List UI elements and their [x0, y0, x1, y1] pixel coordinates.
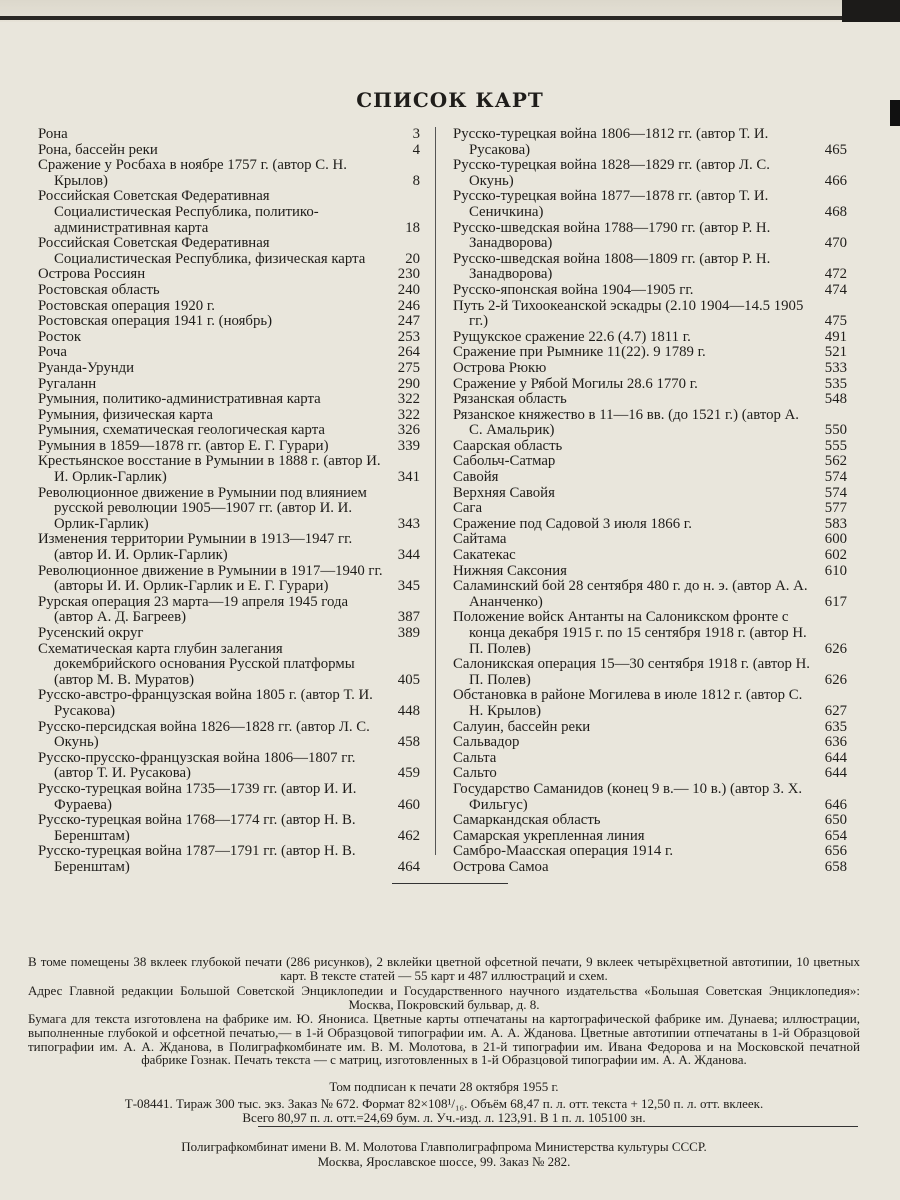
- map-title: Саламинский бой 28 сентября 480 г. до н. э. (автор А. А. Ананченко): [453, 578, 808, 610]
- colophon-address: Адрес Главной редакции Большой Советской Энциклопедии и Государственного научного издательства «Большая Советская Энциклопедия»: Москва, Покровский бульвар, д. 8.: [28, 983, 860, 1012]
- page-number: 472: [822, 267, 847, 283]
- map-list-entry: [453, 751, 847, 767]
- map-list-entry: [453, 766, 847, 782]
- map-title: Рязанская область: [453, 391, 567, 408]
- page-number: 405: [395, 673, 420, 689]
- page-number: 535: [822, 377, 847, 393]
- map-title: Румыния, политико-административная карта: [38, 391, 321, 408]
- page-number: 3: [410, 127, 420, 143]
- map-title: Сражение у Росбаха в ноябре 1757 г. (автор С. Н. Крылов): [38, 157, 347, 189]
- colophon-insert-note: В томе помещены 38 вклеек глубокой печати (286 рисунков), 2 вклейки цветной офсетной печати, 9 вклеек четырёхцветной автотипии, 10 цветных карт. В тексте статей — 55 карт и 487 иллюстраций и схем.: [28, 954, 860, 983]
- page-number: 521: [822, 345, 847, 361]
- map-title: Сальвадор: [453, 734, 520, 751]
- map-list-entry: [453, 221, 847, 252]
- page-number: 464: [395, 860, 420, 876]
- page-number: 460: [395, 798, 420, 814]
- page-number: 462: [395, 829, 420, 845]
- map-title: Ростовская операция 1941 г. (ноябрь): [38, 313, 273, 330]
- colophon-specs-line2: Всего 80,97 п. л. отт.=24,69 бум. л. Уч.-изд. л. 123,91. В 1 п. л. 105100 зн.: [242, 1110, 646, 1125]
- map-title: Русско-турецкая война 1768—1774 гг. (автор Н. В. Беренштам): [38, 812, 356, 844]
- map-list-entry: [38, 564, 420, 595]
- page-number: 322: [395, 408, 420, 424]
- map-title: Нижняя Саксония: [453, 562, 567, 579]
- map-list-entry: [453, 579, 847, 610]
- page-number: 650: [822, 813, 847, 829]
- map-title: Румыния в 1859—1878 гг. (автор Е. Г. Гурари): [38, 437, 329, 454]
- map-list-entry: [38, 486, 420, 533]
- map-title: Сакатекас: [453, 547, 516, 564]
- map-list-entry: [38, 345, 420, 361]
- page-number: 533: [822, 361, 847, 377]
- map-title: Революционное движение в Румынии в 1917—1940 гг. (авторы И. И. Орлик-Гарлик и Е. Г. Гурари): [38, 562, 383, 595]
- page-number: 646: [822, 798, 847, 814]
- map-title: Самарская укрепленная линия: [453, 827, 645, 844]
- page-number: 555: [822, 439, 847, 455]
- map-title: Ругаланн: [38, 375, 97, 392]
- map-list-entry: [38, 314, 420, 330]
- page-number: 448: [395, 704, 420, 720]
- map-list-entry: [453, 610, 847, 657]
- map-title: Обстановка в районе Могилева в июле 1812 г. (автор С. Н. Крылов): [453, 687, 803, 719]
- book-edge: [0, 16, 900, 20]
- page-number: 4: [410, 143, 420, 159]
- map-list-entry: [38, 688, 420, 719]
- page-number: 389: [395, 626, 420, 642]
- map-list-entry: [38, 423, 420, 439]
- page-number: 627: [822, 704, 847, 720]
- page-number: 550: [822, 423, 847, 439]
- map-title: Революционное движение в Румынии под влиянием русской революции 1905—1907 гг. (автор И. И. Орлик-Гарлик): [38, 484, 367, 532]
- page-number: 322: [395, 392, 420, 408]
- map-title: Салоникская операция 15—30 сентября 1918 г. (автор Н. П. Полев): [453, 656, 810, 688]
- page-number: 344: [395, 548, 420, 564]
- map-list-entry: [38, 454, 420, 485]
- page-number: 345: [395, 579, 420, 595]
- map-list-entry: [38, 751, 420, 782]
- map-list-entry: [38, 782, 420, 813]
- map-list-entry: [38, 408, 420, 424]
- colophon-specs-line1: Т-08441. Тираж 300 тыс. экз. Заказ № 672. Формат 82×108¹/₁₆. Объём 68,47 п. л. отт. текста + 12,50 п. л. отт. вклеек.: [124, 1096, 764, 1111]
- map-list-entry: [38, 158, 420, 189]
- map-list-right-column: [453, 127, 847, 876]
- map-title: Савойя: [453, 469, 499, 486]
- map-list-left-column: [38, 127, 420, 876]
- map-title: Верхняя Савойя: [453, 484, 555, 501]
- map-list-entry: [38, 844, 420, 875]
- map-title: Ростовская операция 1920 г.: [38, 297, 215, 314]
- page-number: 548: [822, 392, 847, 408]
- map-list-entry: [38, 532, 420, 563]
- map-title: Российская Советская Федеративная Социалистическая Республика, физическая карта: [38, 235, 366, 267]
- map-title: Росток: [38, 328, 82, 345]
- map-list-entry: [453, 252, 847, 283]
- map-title: Русско-японская война 1904—1905 гг.: [453, 281, 694, 298]
- map-title: Румыния, физическая карта: [38, 406, 213, 423]
- map-title: Ростовская область: [38, 281, 160, 298]
- map-title: Сальта: [453, 749, 497, 766]
- page-number: 466: [822, 174, 847, 190]
- map-list-entry: [453, 782, 847, 813]
- page-number: 636: [822, 735, 847, 751]
- map-title: Сражение при Рымнике 11(22). 9 1789 г.: [453, 344, 706, 361]
- page-number: 617: [822, 595, 847, 611]
- map-list-entry: [453, 688, 847, 719]
- map-title: Рурская операция 23 марта—19 апреля 1945 года (автор А. Д. Багреев): [38, 593, 349, 626]
- page-number: 644: [822, 751, 847, 767]
- map-list-entry: [453, 813, 847, 829]
- page-number: 491: [822, 330, 847, 346]
- map-title: Российская Советская Федеративная Социалистическая Республика, политико-административная карта: [38, 188, 319, 236]
- map-title: Русско-турецкая война 1735—1739 гг. (автор И. И. Фураева): [38, 780, 357, 813]
- map-list-entry: [38, 595, 420, 626]
- colophon-printing: Бумага для текста изготовлена на фабрике им. Ю. Янониса. Цветные карты отпечатаны на картографической фабрике им. Дунаева; иллюстрации, выполненные глубокой и офсетной печатью,— в 1-й Образцовой типографии им. А. А. Жданова. Цветные автотипии отпечатаны в 1-й Образцовой типографии им. А. А. Жданова, в Полиграфкомбинате им. В. М. Молотова, в 21-й типографии им. Ивана Федорова и на Московской печатной фабрике Гознак. Печать текста — с матриц, изготовленных в 1-й Образцовой типографии им. А. А. Жданова.: [28, 1011, 860, 1068]
- page-number: 474: [822, 283, 847, 299]
- page-number: 562: [822, 454, 847, 470]
- page-number: 610: [822, 564, 847, 580]
- section-divider: [392, 883, 508, 884]
- page-number: 343: [395, 517, 420, 533]
- map-title: Русско-турецкая война 1828—1829 гг. (автор Л. С. Окунь): [453, 157, 770, 189]
- map-list-entry: [453, 486, 847, 502]
- map-title: Самбро-Маасская операция 1914 г.: [453, 843, 674, 860]
- map-title: Схематическая карта глубин залегания докембрийского основания Русской платформы (автор М. В. Муратов): [38, 640, 355, 688]
- page-number: 600: [822, 532, 847, 548]
- map-list-entry: [453, 439, 847, 455]
- map-list-entry: [453, 408, 847, 439]
- page-number: 602: [822, 548, 847, 564]
- page-number: 470: [822, 236, 847, 252]
- map-title: Сражение у Рябой Могилы 28.6 1770 г.: [453, 375, 698, 392]
- map-list-entry: [453, 127, 847, 158]
- map-title: Сайтама: [453, 531, 507, 548]
- map-title: Сальто: [453, 765, 497, 782]
- map-title: Сабольч-Сатмар: [453, 453, 556, 470]
- map-list-entry: [38, 143, 420, 159]
- page-number: 341: [395, 470, 420, 486]
- map-title: Русско-прусско-французская война 1806—1807 гг. (автор Т. И. Русакова): [38, 749, 356, 782]
- map-list-entry: [453, 470, 847, 486]
- page-number: 574: [822, 486, 847, 502]
- map-title: Изменения территории Румынии в 1913—1947 гг. (автор И. И. Орлик-Гарлик): [38, 531, 353, 564]
- page-number: 253: [395, 330, 420, 346]
- map-list-entry: [38, 642, 420, 689]
- map-list-entry: [38, 299, 420, 315]
- page-number: 574: [822, 470, 847, 486]
- map-title: Русенский округ: [38, 625, 144, 641]
- page-title: СПИСОК КАРТ: [356, 88, 544, 112]
- map-title: Русско-персидская война 1826—1828 гг. (автор Л. С. Окунь): [38, 718, 370, 751]
- map-list-entry: [453, 829, 847, 845]
- map-title: Русско-шведская война 1808—1809 гг. (автор Р. Н. Занадворова): [453, 250, 771, 283]
- map-list-entry: [453, 345, 847, 361]
- page-number: 475: [822, 314, 847, 330]
- map-list-entry: [453, 158, 847, 189]
- page-number: 18: [402, 221, 420, 237]
- map-title: Острова Рюкю: [453, 359, 547, 376]
- map-list-entry: [453, 532, 847, 548]
- map-title: Русско-турецкая война 1806—1812 гг. (автор Т. И. Русакова): [453, 126, 769, 158]
- map-title: Острова Самоа: [453, 858, 549, 875]
- map-title: Сражение под Садовой 3 июля 1866 г.: [453, 515, 692, 532]
- map-list-entry: [38, 236, 420, 267]
- page-number: 654: [822, 829, 847, 845]
- page-number: 230: [395, 267, 420, 283]
- map-list-entry: [453, 657, 847, 688]
- dark-corner: [842, 0, 900, 22]
- page-number: 644: [822, 766, 847, 782]
- map-list-entry: [453, 330, 847, 346]
- map-list-entry: [38, 439, 420, 455]
- map-list-entry: [38, 283, 420, 299]
- map-list-entry: [453, 564, 847, 580]
- map-title: Салуин, бассейн реки: [453, 718, 591, 735]
- map-title: Рона: [38, 126, 68, 142]
- map-list-entry: [38, 813, 420, 844]
- page-number: 658: [822, 860, 847, 876]
- map-title: Руанда-Урунди: [38, 359, 135, 376]
- map-list-entry: [453, 517, 847, 533]
- map-title: Государство Саманидов (конец 9 в.— 10 в.) (автор З. Х. Фильгус): [453, 780, 803, 813]
- column-divider: [435, 127, 436, 855]
- map-list-entry: [453, 283, 847, 299]
- map-title: Сага: [453, 500, 483, 517]
- page-number: 626: [822, 642, 847, 658]
- map-list-entry: [453, 299, 847, 330]
- map-list-entry: [38, 361, 420, 377]
- map-list-entry: [38, 267, 420, 283]
- map-list-entry: [453, 377, 847, 393]
- map-list-entry: [453, 454, 847, 470]
- page-number: 626: [822, 673, 847, 689]
- map-list-entry: [453, 501, 847, 517]
- page-number: 264: [395, 345, 420, 361]
- map-title: Положение войск Антанты на Салоникском фронте с конца декабря 1915 г. по 15 сентября 1918 г. (автор Н. П. Полев): [453, 609, 807, 657]
- map-list-entry: [453, 189, 847, 220]
- map-title: Острова Россиян: [38, 266, 146, 283]
- map-list-entry: [453, 860, 847, 876]
- map-list-entry: [453, 844, 847, 860]
- map-list-entry: [38, 392, 420, 408]
- map-title: Русско-шведская война 1788—1790 гг. (автор Р. Н. Занадворова): [453, 219, 771, 252]
- colophon-printer-line1: Полиграфкомбинат имени В. М. Молотова Главполиграфпрома Министерства культуры СССР.: [181, 1139, 707, 1154]
- map-title: Русско-австро-французская война 1805 г. (автор Т. И. Русакова): [38, 687, 373, 719]
- page-number: 247: [395, 314, 420, 330]
- map-list-entry: [453, 361, 847, 377]
- page-number: 326: [395, 423, 420, 439]
- page-number: 459: [395, 766, 420, 782]
- colophon-printer-line2: Москва, Ярославское шоссе, 99. Заказ № 282.: [317, 1154, 571, 1169]
- page-number: 246: [395, 299, 420, 315]
- map-list-entry: [38, 127, 420, 143]
- page-number: 465: [822, 143, 847, 159]
- map-list-entry: [38, 626, 420, 642]
- page-number: 8: [410, 174, 420, 190]
- map-list-entry: [38, 720, 420, 751]
- page-number: 20: [402, 252, 420, 268]
- colophon-signed: Том подписан к печати 28 октября 1955 г.: [329, 1079, 559, 1094]
- page-number: 387: [395, 610, 420, 626]
- page-number: 577: [822, 501, 847, 517]
- map-title: Рущукское сражение 22.6 (4.7) 1811 г.: [453, 328, 691, 345]
- page-number: 656: [822, 844, 847, 860]
- map-list-entry: [38, 189, 420, 236]
- map-title: Самаркандская область: [453, 812, 601, 829]
- footer-rule: [258, 1126, 858, 1127]
- map-title: Роча: [38, 344, 67, 361]
- page-number: 458: [395, 735, 420, 751]
- map-title: Русско-турецкая война 1787—1791 гг. (автор Н. В. Беренштам): [38, 843, 356, 875]
- page-number: 468: [822, 205, 847, 221]
- page-number: 290: [395, 377, 420, 393]
- map-list-entry: [453, 548, 847, 564]
- map-title: Крестьянское восстание в Румынии в 1888 г. (автор И. И. Орлик-Гарлик): [38, 453, 381, 486]
- map-title: Рязанское княжество в 11—16 вв. (до 1521 г.) (автор А. С. Амальрик): [453, 406, 799, 439]
- map-title: Русско-турецкая война 1877—1878 гг. (автор Т. И. Сеничкина): [453, 188, 769, 220]
- map-list-entry: [38, 377, 420, 393]
- page-number: 240: [395, 283, 420, 299]
- map-list-entry: [453, 735, 847, 751]
- page-number: 339: [395, 439, 420, 455]
- map-list-entry: [453, 392, 847, 408]
- page-number: 275: [395, 361, 420, 377]
- map-title: Саарская область: [453, 437, 563, 454]
- page-number: 583: [822, 517, 847, 533]
- map-title: Румыния, схематическая геологическая карта: [38, 422, 325, 439]
- map-list-entry: [38, 330, 420, 346]
- map-list-entry: [453, 720, 847, 736]
- page-number: 635: [822, 720, 847, 736]
- map-title: Рона, бассейн реки: [38, 141, 158, 158]
- map-title: Путь 2-й Тихоокеанской эскадры (2.10 1904—14.5 1905 гг.): [453, 297, 804, 330]
